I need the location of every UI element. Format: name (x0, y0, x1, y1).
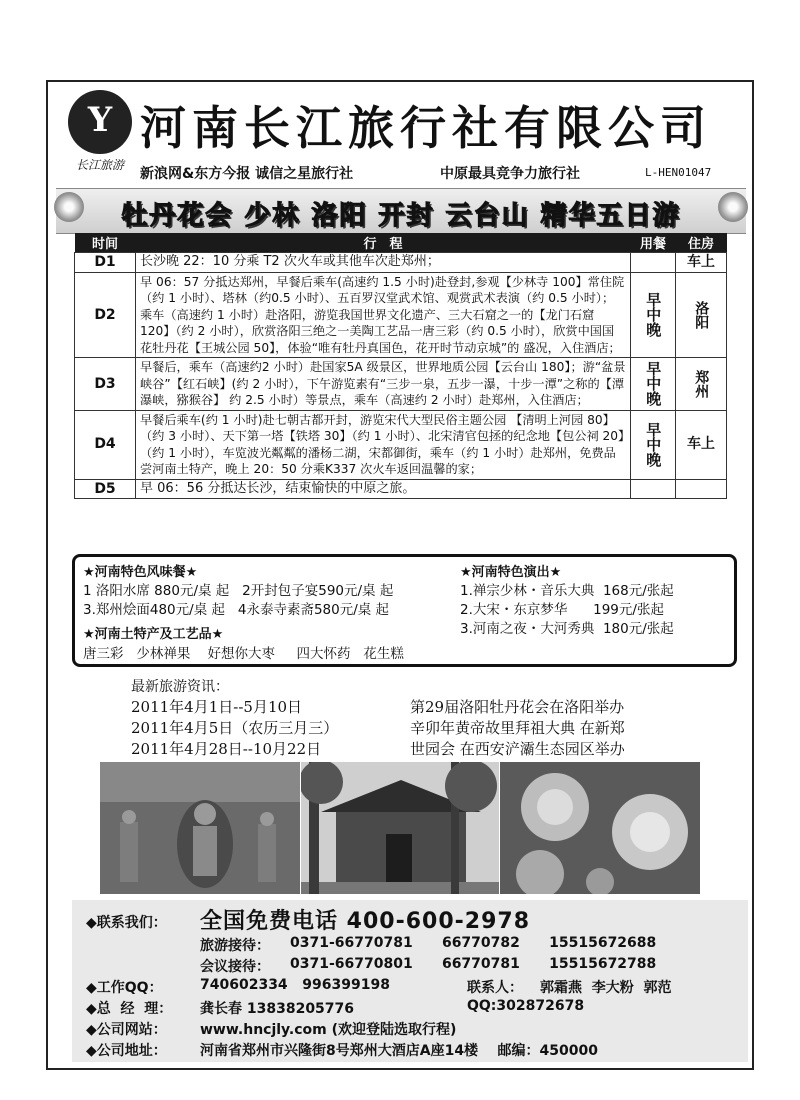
manager-value: 龚长春 13838205776 (200, 1001, 355, 1017)
day-label: D3 (75, 358, 136, 411)
show-line: 1.禅宗少林・音乐大典 168元/张起 (460, 583, 674, 599)
day-label: D1 (75, 253, 136, 273)
person-label: 联系人： (467, 980, 523, 996)
website-label: ◆公司网站： (86, 1022, 167, 1038)
day-label: D4 (75, 410, 136, 479)
award-line-2: 中原最具竞争力旅行社 (440, 166, 580, 182)
tour-banner (56, 188, 746, 234)
company-logo (60, 90, 140, 170)
tour-numbers[interactable]: 0371-66770781 66770782 15515672688 (290, 935, 657, 951)
meal-cell: 早中晚 (631, 410, 676, 479)
meeting-numbers[interactable]: 0371-66770801 66770781 15515672788 (290, 956, 657, 972)
award-line: 新浪网&东方今报 诚信之星旅行社 (140, 166, 354, 182)
contact-label: ◆联系我们： (86, 915, 167, 931)
stay-cell: 洛阳 (676, 272, 727, 358)
meal-cell: 早中晚 (631, 358, 676, 411)
logo-emblem-icon: Y (68, 90, 132, 154)
contact-panel (72, 900, 748, 1062)
shaolin-temple-photo (301, 762, 499, 894)
meeting-label: 会议接待： (200, 959, 270, 975)
day-label: D2 (75, 272, 136, 358)
hotline[interactable]: 全国免费电话 400-600-2978 (200, 909, 530, 934)
food-line: 1 洛阳水席 880元/桌 起 2开封包子宴590元/桌 起 (83, 583, 394, 599)
day-description: 长沙晚 22：10 分乘 T2 次火车或其他车次赴郑州； (136, 253, 631, 273)
manager-label: ◆总 经 理： (86, 1001, 173, 1017)
meal-cell: 早中晚 (631, 272, 676, 358)
itinerary-table (74, 233, 727, 499)
goods-title: ★河南土特产及工艺品★ (83, 627, 224, 642)
logo-text: 长江旅游 (75, 158, 124, 172)
table-row (75, 479, 727, 499)
show-line: 2.大宋・东京梦华 199元/张起 (460, 602, 664, 618)
col-header-itinerary: 行 程 (136, 233, 631, 253)
peony-left-icon (54, 192, 84, 222)
table-header (75, 233, 727, 253)
meal-cell (631, 479, 676, 499)
address-label: ◆公司地址： (86, 1043, 167, 1059)
meal-cell (631, 253, 676, 273)
person-value: 郭霜燕 李大粉 郭范 (540, 980, 672, 996)
news-date: 2011年4月28日--10月22日 (131, 740, 322, 758)
news-event: 第29届洛阳牡丹花会在洛阳举办 (410, 698, 625, 716)
goods-line: 唐三彩 少林禅果 好想你大枣 四大怀药 花生糕 (83, 646, 404, 662)
stay-cell: 郑州 (676, 358, 727, 411)
longmen-grottoes-photo (100, 762, 300, 894)
specialties-box (72, 554, 737, 667)
col-header-day: 时间 (75, 233, 136, 253)
food-title: ★河南特色风味餐★ (83, 565, 198, 580)
stay-cell (676, 479, 727, 499)
food-line: 3.郑州烩面480元/桌 起 4永泰寺素斋580元/桌 起 (83, 602, 390, 618)
day-label: D5 (75, 479, 136, 499)
qq-label: ◆工作QQ： (86, 980, 163, 996)
table-row (75, 358, 727, 411)
news-event: 世园会 在西安浐灞生态园区举办 (410, 740, 625, 758)
day-description: 早餐后乘车(约 1 小时)赴七朝古都开封，游览宋代大型民俗主题公园 【清明上河园 80】（约 3 小时）、天下第一塔【铁塔 30】（约 1 小时）、北宋清官包拯的纪念地【包公祠 20】（约 1 小时），车览波光粼粼的潘杨二湖，宋都御街，乘车（约 1 小时）赴郑州，免费品尝河南土特产，晚上 20：50 分乘K337 次火车返回温馨的家； (136, 410, 631, 479)
show-line: 3.河南之夜・大河秀典 180元/张起 (460, 621, 674, 637)
peony-flowers-photo (500, 762, 700, 894)
news-date: 2011年4月1日--5月10日 (131, 698, 303, 716)
qq-value: 740602334 996399198 (200, 977, 390, 993)
license-code: L-HEN01047 (645, 166, 712, 179)
company-name: 河南长江旅行社有限公司 (140, 101, 712, 155)
table-row (75, 410, 727, 479)
show-title: ★河南特色演出★ (460, 565, 562, 580)
stay-cell: 车上 (676, 410, 727, 479)
news-date: 2011年4月5日（农历三月三） (131, 719, 339, 737)
tour-title: 牡丹花会 少林 洛阳 开封 云台山 精华五日游 (121, 201, 681, 231)
day-description: 早 06：57 分抵达郑州，早餐后乘车(高速约 1.5 小时)赴登封,参观【少林寺 100】常住院（约 1 小时）、塔林（约0.5 小时）、五百罗汉堂武术馆、观赏武术表演（约 0.5 小时）；乘车（高速约 1 小时）赴洛阳，游览我国世界文化遗产、三大石窟之一的【龙门石窟 120】（约 2 小时），欣赏洛阳三绝之一美陶工艺品一唐三彩（约 0.5 小时），欣赏中国国花牡丹花【王城公园 50】，体验“唯有牡丹真国色，花开时节动京城”的 盛况，入住酒店； (136, 272, 631, 358)
table-row (75, 272, 727, 358)
news-title: 最新旅游资讯： (131, 679, 229, 695)
address-value: 河南省郑州市兴隆街8号郑州大酒店A座14楼 邮编：450000 (200, 1043, 599, 1059)
stay-cell: 车上 (676, 253, 727, 273)
col-header-stay: 住房 (676, 233, 727, 253)
peony-right-icon (718, 192, 748, 222)
news-event: 辛卯年黄帝故里拜祖大典 在新郑 (410, 719, 625, 737)
day-description: 早餐后，乘车（高速约2 小时）赴国家5A 级景区，世界地质公园【云台山 180】；游“盆景峡谷”【红石峡】(约 2 小时），下午游览素有“三步一泉，五步一瀑，十步一潭”之称的【潭瀑峡，猕猴谷】 约 2.5 小时）等景点，乘车（高速约 2 小时）赴郑州，入住酒店； (136, 358, 631, 411)
tour-label: 旅游接待： (200, 938, 270, 954)
col-header-meal: 用餐 (631, 233, 676, 253)
table-row (75, 253, 727, 273)
day-description: 早 06：56 分抵达长沙，结束愉快的中原之旅。 (136, 479, 631, 499)
manager-qq: QQ:302872678 (467, 998, 585, 1014)
website-link[interactable]: www.hncjly.com (欢迎登陆选取行程) (200, 1022, 457, 1038)
